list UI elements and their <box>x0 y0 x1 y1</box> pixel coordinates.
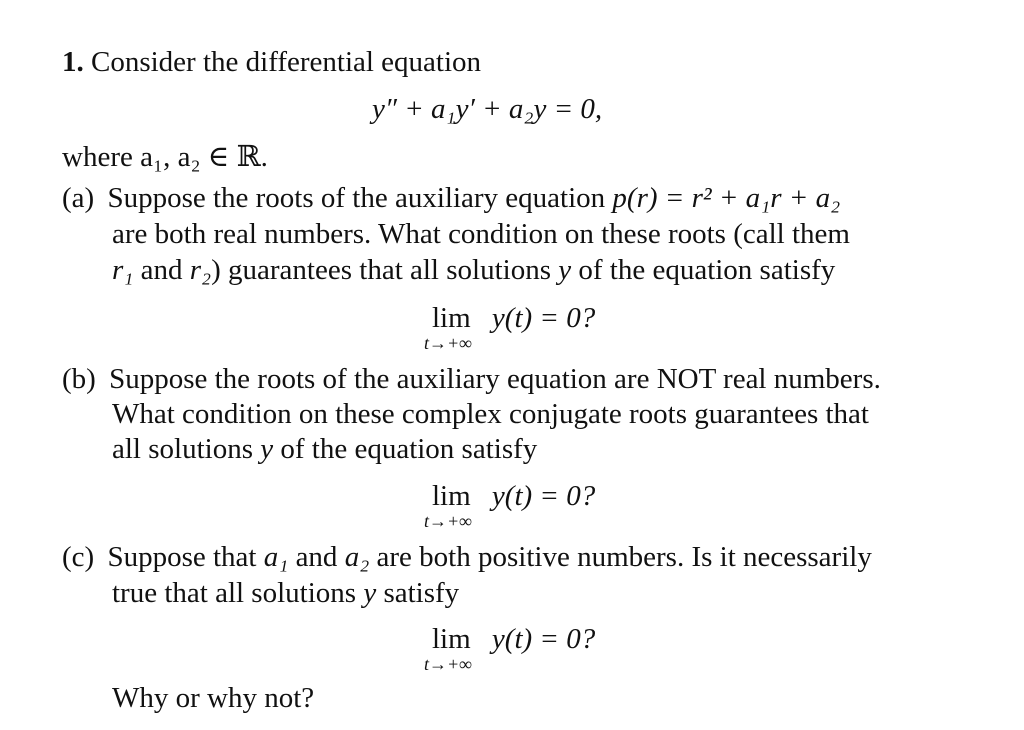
part-b-limit <box>424 480 596 531</box>
part-a-lim-expr: y(t) = 0? <box>491 302 596 334</box>
part-c-l2-pre: true that all solutions <box>112 577 364 609</box>
part-b-line3 <box>112 435 537 464</box>
part-c-lim-word: lim <box>432 623 471 655</box>
part-c-post: are both positive numbers. Is it necessarily <box>369 541 872 573</box>
where-clause: where a₁, a₂ ∈ ℝ. <box>62 141 268 173</box>
part-c-a2: a₂ <box>344 541 370 573</box>
part-c-closing: Why or why not? <box>112 682 315 714</box>
part-a-and: and <box>133 254 190 286</box>
part-b-lim-word: lim <box>432 480 471 512</box>
part-b-lim <box>424 480 472 531</box>
part-c-y: y <box>363 577 377 609</box>
part-b-pre: all solutions <box>112 433 261 465</box>
problem-header <box>62 48 481 77</box>
part-b-lim-expr: y(t) = 0? <box>491 480 596 512</box>
part-b-label: (b) <box>62 363 96 395</box>
part-c-pre: Suppose that <box>107 541 264 573</box>
part-c-line1 <box>62 543 872 572</box>
root-r1: r₁ <box>112 254 134 286</box>
part-b-y: y <box>260 433 274 465</box>
part-a-text1: Suppose the roots of the auxiliary equation <box>107 182 613 214</box>
part-c-lim <box>424 623 472 674</box>
part-a-limit <box>424 302 596 353</box>
part-a-line1 <box>62 184 840 213</box>
problem-number: 1. <box>62 46 84 78</box>
part-a-end: of the equation satisfy <box>571 254 836 286</box>
problem-intro: Consider the differential equation <box>91 46 482 78</box>
part-c-lim-sub: t→+∞ <box>424 654 472 674</box>
part-a-lim-sub: t→+∞ <box>424 333 472 353</box>
part-b-lim-sub: t→+∞ <box>424 511 472 531</box>
part-c-lim-expr: y(t) = 0? <box>491 623 596 655</box>
part-c-limit <box>424 623 596 674</box>
part-b-post: of the equation satisfy <box>273 433 538 465</box>
part-a-lim <box>424 302 472 353</box>
part-c-label: (c) <box>62 541 95 573</box>
part-a-rest: ) guarantees that all solutions <box>211 254 559 286</box>
part-c-l2-post: satisfy <box>376 577 460 609</box>
part-c-line2 <box>112 579 459 608</box>
auxiliary-equation: p(r) = r² + a₁r + a₂ <box>612 182 841 214</box>
part-c-a1: a₁ <box>263 541 289 573</box>
part-b-line2: What condition on these complex conjugate roots guarantees that <box>112 398 869 430</box>
part-c-mid: and <box>288 541 345 573</box>
part-b-line1 <box>62 365 881 394</box>
main-equation: y″ + a₁y′ + a₂y = 0, <box>372 93 603 125</box>
part-a-label: (a) <box>62 182 95 214</box>
part-a-y: y <box>558 254 572 286</box>
part-a-lim-word: lim <box>432 302 471 334</box>
part-a-line2: are both real numbers. What condition on these roots (call them <box>112 218 850 250</box>
root-r2: r₂ <box>189 254 212 286</box>
part-b-text1: Suppose the roots of the auxiliary equation are NOT real numbers. <box>109 363 881 395</box>
part-a-line3 <box>112 256 835 285</box>
